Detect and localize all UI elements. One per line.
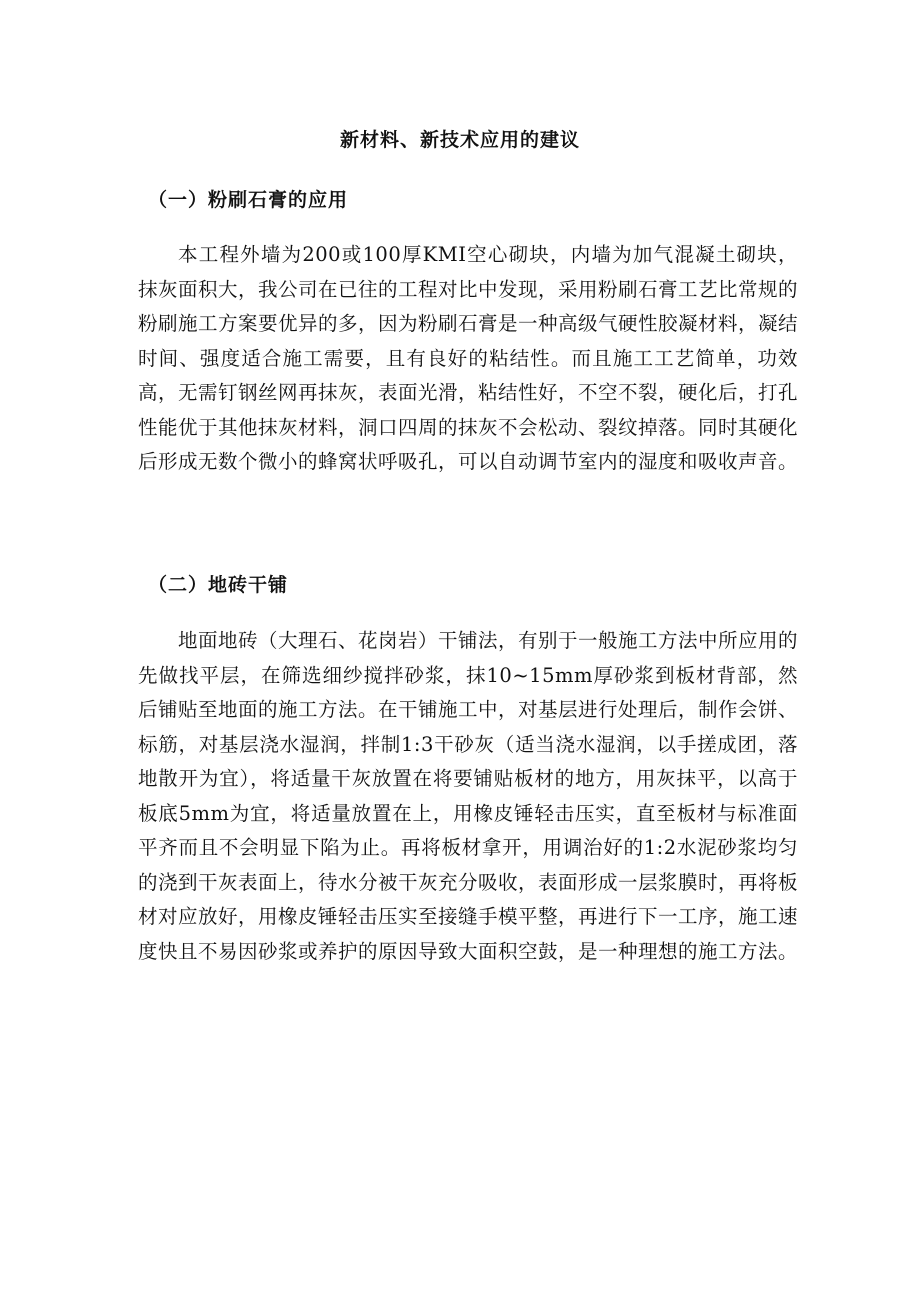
section-paragraph-gypsum: 本工程外墙为200或100厚KMI空心砌块，内墙为加气混凝土砌块，抹灰面积大，我公司在已往的工程对比中发现，采用粉刷石膏工艺比常规的粉刷施工方案要优异的多，因为粉刷石膏是一种高级气硬性胶凝材料，凝结时间、强度适合施工需要，且有良好的粘结性。而且施工工艺简单，功效高，无需钉钢丝网再抹灰，表面光滑，粘结性好，不空不裂，硬化后，打孔性能优于其他抹灰材料，洞口四周的抹灰不会松动、裂纹掉落。同时其硬化后形成无数个微小的蜂窝状呼吸孔，可以自动调节室内的湿度和吸收声音。 (138, 243, 799, 473)
section-paragraph-floor-tile: 地面地砖（大理石、花岗岩）干铺法，有别于一般施工方法中所应用的先做找平层，在筛选细纱搅拌砂浆，抹10~15mm厚砂浆到板材背部，然后铺贴至地面的施工方法。在干铺施工中，对基层进行处理后，制作会饼、标筋，对基层浇水湿润，拌制1:3干砂灰（适当浇水湿润，以手搓成团，落地散开为宜），将适量干灰放置在将要铺贴板材的地方，用灰抹平，以高于板底5mm为宜，将适量放置在上，用橡皮锤轻击压实，直至板材与标准面平齐而且不会明显下陷为止。再将板材拿开，用调治好的1:2水泥砂浆均匀的浇到干灰表面上，待水分被干灰充分吸收，表面形成一层浆膜时，再将板材对应放好，用橡皮锤轻击压实至接缝手模平整，再进行下一工序，施工速度快且不易因砂浆或养护的原因导致大面积空鼓，是一种理想的施工方法。 (138, 629, 799, 963)
document-title: 新材料、新技术应用的建议 (339, 129, 580, 151)
section-heading-floor-tile: （二）地砖干铺 (148, 574, 289, 596)
section-heading-gypsum: （一）粉刷石膏的应用 (148, 189, 349, 211)
